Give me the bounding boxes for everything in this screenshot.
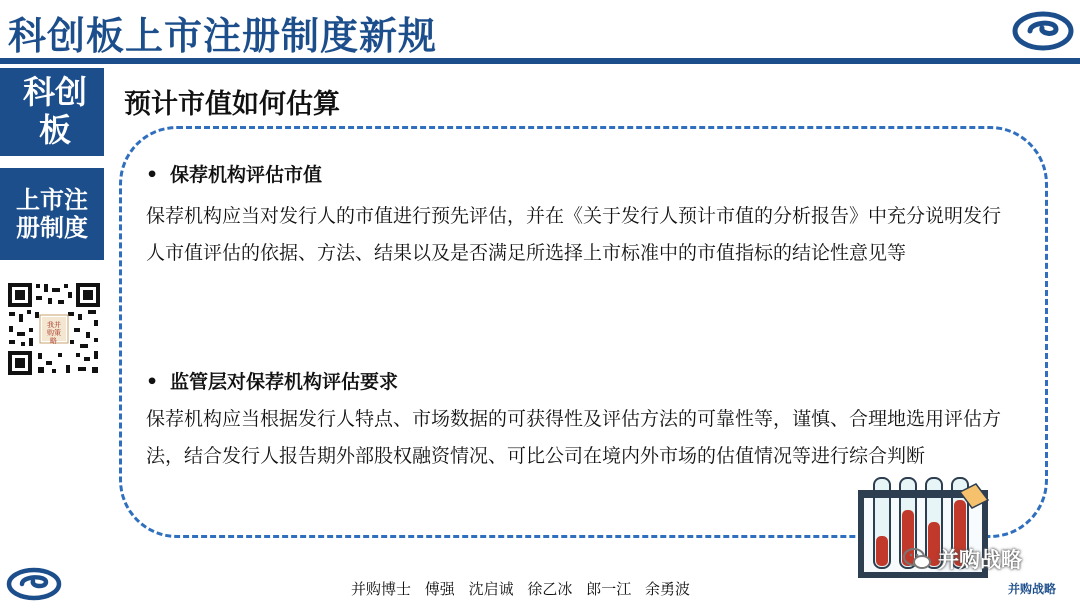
bullet-heading (146, 367, 398, 394)
footer-authors (351, 578, 699, 599)
author-name: 徐乙冰 (527, 580, 573, 598)
author-name: 郎一江 (586, 580, 632, 598)
watermark (902, 544, 1022, 574)
watermark-text: 并购战略 (938, 548, 1022, 572)
sidebar-block-kechuangban (0, 68, 104, 156)
author-name: 傅强 (424, 580, 455, 598)
sidebar-block-label: 科创板 (22, 73, 87, 149)
wechat-icon (902, 547, 932, 571)
bullet-dot: • (146, 371, 159, 393)
title-divider (0, 58, 1080, 64)
qr-seal-text: 我并 (47, 321, 61, 329)
bullet-heading-text: 监管层对保荐机构评估要求 (170, 371, 399, 393)
qr-code (6, 281, 102, 377)
author-name: 余勇波 (644, 580, 690, 598)
bullet-heading-text: 保荐机构评估市值 (170, 164, 323, 186)
qr-seal-text: 购策 (47, 329, 61, 337)
sidebar-block-label: 上市注册制度 (16, 185, 88, 242)
company-logo-icon (1012, 10, 1074, 52)
brand-label: 并购战略 (1008, 582, 1057, 596)
company-logo-icon (6, 566, 62, 602)
bullet-dot: • (146, 164, 159, 186)
section-title: 预计市值如何估算 (124, 89, 340, 120)
sidebar-block-registration (0, 168, 104, 260)
bullet-paragraph: 保荐机构应当根据发行人特点、市场数据的可获得性及评估方法的可靠性等，谨慎、合理地选用评估方法，结合发行人报告期外部股权融资情况、可比公司在境内外市场的估值情况等进行综合判断 (146, 408, 1002, 467)
bullet-paragraph: 保荐机构应当对发行人的市值进行预先评估，并在《关于发行人预计市值的分析报告》中充分说明发行人市值评估的依据、方法、结果以及是否满足所选择上市标准中的市值指标的结论性意见等 (146, 205, 1002, 264)
title-bar (0, 0, 1080, 56)
author-name: 沈启诚 (468, 580, 514, 598)
author-name: 并购博士 (351, 580, 412, 598)
bullet-heading (146, 160, 322, 187)
page-title: 科创板上市注册制度新规 (8, 14, 438, 58)
qr-seal-text: 略 (50, 337, 57, 345)
